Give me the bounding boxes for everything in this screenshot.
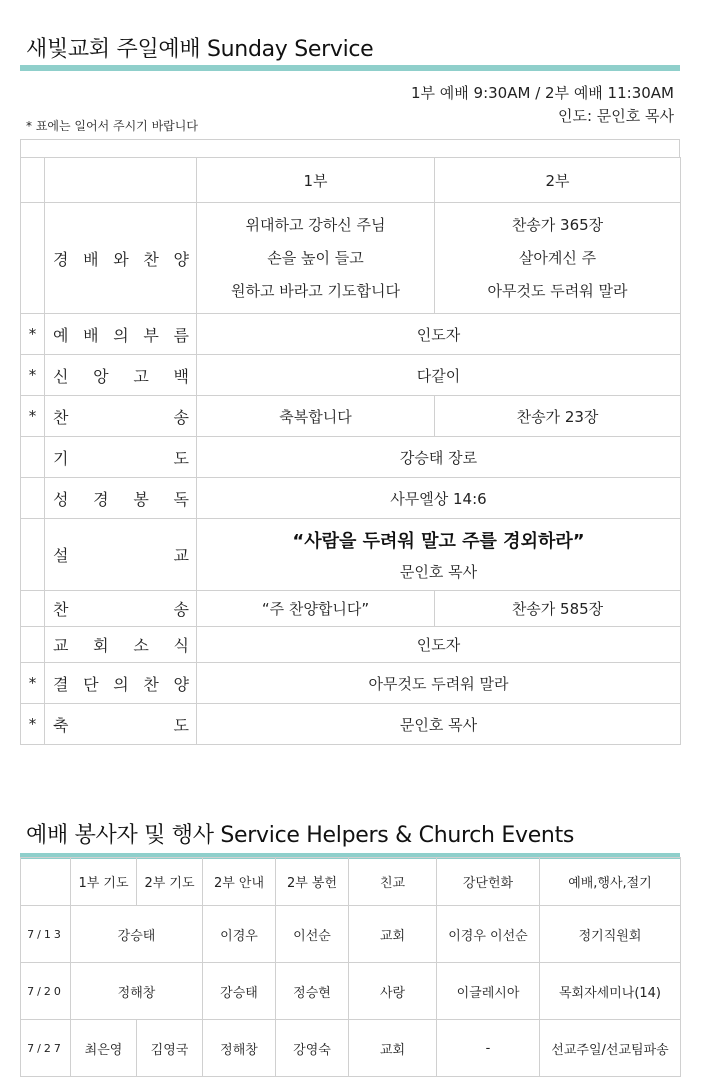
table-spacer-row (20, 139, 680, 158)
label-char: 신 (53, 366, 69, 386)
scripture-value: 사무엘상 14:6 (197, 478, 681, 519)
flowers-cell: - (437, 1020, 540, 1077)
row-label (45, 519, 197, 591)
label-char: 백 (173, 366, 189, 386)
praise-song: 손을 높이 들고 (267, 248, 364, 267)
prayer-cell: 정해창 (71, 963, 203, 1020)
standing-note: * 표에는 일어서 주시기 바랍니다 (26, 119, 198, 133)
date-cell: 7/13 (21, 906, 71, 963)
announcements-value: 인도자 (197, 627, 681, 663)
label-char: 고 (133, 366, 149, 386)
header-first-service: 1부 (197, 158, 435, 203)
row-announcements (21, 627, 681, 663)
guide-cell: 이경우 (203, 906, 276, 963)
row-label (45, 437, 197, 478)
standing-marker (21, 519, 45, 591)
row-label (45, 591, 197, 627)
standing-marker: * (21, 355, 45, 396)
hymn2-first-service: “주 찬양합니다” (197, 591, 435, 627)
standing-marker (21, 591, 45, 627)
offering-cell: 이선순 (276, 906, 349, 963)
hymn1-first-service: 축복합니다 (197, 396, 435, 437)
row-call-to-worship (21, 314, 681, 355)
date-cell: 7/20 (21, 963, 71, 1020)
header-cell: 예배,행사,절기 (540, 858, 681, 906)
helpers-table (20, 857, 681, 1077)
label-char: 도 (173, 715, 189, 735)
sermon-preacher: 문인호 목사 (399, 562, 478, 581)
row-label (45, 627, 197, 663)
label-char: 설 (53, 546, 69, 565)
row-commitment-song (21, 663, 681, 704)
event-cell: 정기직원회 (540, 906, 681, 963)
label-char: 축 (53, 715, 69, 735)
row-label (45, 355, 197, 396)
row-praise (21, 203, 681, 314)
standing-marker: * (21, 663, 45, 704)
table-header-row (21, 158, 681, 203)
row-hymn-2 (21, 591, 681, 627)
guide-cell: 강승태 (203, 963, 276, 1020)
label-char: 경 (93, 489, 109, 509)
header-cell: 친교 (349, 858, 437, 906)
label-char: 결 (53, 674, 69, 694)
header-cell: 강단헌화 (437, 858, 540, 906)
praise-song: 원하고 바라고 기도합니다 (231, 281, 400, 300)
praise-song: 위대하고 강하신 주님 (245, 215, 386, 234)
praise-song: 아무것도 두려워 말라 (487, 281, 628, 300)
service-order-table (20, 157, 681, 745)
offering-cell: 정승현 (276, 963, 349, 1020)
label-char: 기 (53, 448, 69, 468)
row-label (45, 478, 197, 519)
label-char: 부 (143, 325, 159, 345)
standing-marker: * (21, 314, 45, 355)
row-prayer (21, 437, 681, 478)
helpers-title: 예배 봉사자 및 행사 Service Helpers & Church Events (26, 823, 575, 848)
praise-second-service (435, 203, 681, 314)
standing-marker (21, 203, 45, 314)
label-char: 교 (53, 636, 69, 655)
label-char: 찬 (53, 407, 69, 427)
sermon-title: “사람을 두려워 말고 주를 경외하라” (292, 530, 585, 552)
table-row (21, 906, 681, 963)
hymn2-second-service: 찬송가 585장 (435, 591, 681, 627)
label-char: 송 (173, 407, 189, 427)
header-second-service: 2부 (435, 158, 681, 203)
table-row (21, 963, 681, 1020)
page-title: 새빛교회 주일예배 Sunday Service (26, 37, 374, 62)
label-char: 식 (173, 636, 189, 655)
label-char: 배 (83, 249, 99, 269)
row-sermon (21, 519, 681, 591)
offering-cell: 강영숙 (276, 1020, 349, 1077)
header-cell (21, 858, 71, 906)
row-creed (21, 355, 681, 396)
label-char: 예 (53, 325, 69, 345)
header-cell: 2부 안내 (203, 858, 276, 906)
label-char: 와 (113, 249, 129, 269)
label-char: 도 (173, 448, 189, 468)
header-cell: 2부 기도 (137, 858, 203, 906)
label-char: 앙 (93, 366, 109, 386)
label-char: 찬 (143, 249, 159, 269)
label-char: 의 (113, 674, 129, 694)
benediction-value: 문인호 목사 (197, 704, 681, 745)
row-label (45, 314, 197, 355)
header-star-cell (21, 158, 45, 203)
label-char: 송 (173, 600, 189, 619)
flowers-cell: 이글레시아 (437, 963, 540, 1020)
table-row (21, 1020, 681, 1077)
guide-cell: 정해창 (203, 1020, 276, 1077)
date-cell: 7/27 (21, 1020, 71, 1077)
title-divider (20, 65, 680, 71)
prayer-cell: 강승태 (71, 906, 203, 963)
label-char: 회 (93, 636, 109, 655)
hymn1-second-service: 찬송가 23장 (435, 396, 681, 437)
row-label (45, 704, 197, 745)
flowers-cell: 이경우 이선순 (437, 906, 540, 963)
prayer-value: 강승태 장로 (197, 437, 681, 478)
label-char: 교 (173, 546, 189, 565)
prayer1-cell: 최은영 (71, 1020, 137, 1077)
helpers-header-row (21, 858, 681, 906)
standing-marker: * (21, 704, 45, 745)
sermon-cell (197, 519, 681, 591)
label-char: 찬 (143, 674, 159, 694)
event-cell: 선교주일/선교팀파송 (540, 1020, 681, 1077)
call-value: 인도자 (197, 314, 681, 355)
row-label (45, 203, 197, 314)
label-char: 양 (173, 249, 189, 269)
label-char: 양 (173, 674, 189, 694)
row-label (45, 396, 197, 437)
label-char: 찬 (53, 600, 69, 619)
label-char: 배 (83, 325, 99, 345)
row-scripture (21, 478, 681, 519)
standing-marker: * (21, 396, 45, 437)
header-label-cell (45, 158, 197, 203)
header-cell: 2부 봉헌 (276, 858, 349, 906)
header-cell: 1부 기도 (71, 858, 137, 906)
row-benediction (21, 704, 681, 745)
standing-marker (21, 627, 45, 663)
commitment-value: 아무것도 두려워 말라 (197, 663, 681, 704)
service-leader: 인도: 문인호 목사 (557, 107, 674, 125)
fellowship-cell: 교회 (349, 906, 437, 963)
fellowship-cell: 교회 (349, 1020, 437, 1077)
standing-marker (21, 437, 45, 478)
standing-marker (21, 478, 45, 519)
praise-song: 살아계신 주 (518, 248, 597, 267)
prayer2-cell: 김영국 (137, 1020, 203, 1077)
praise-first-service (197, 203, 435, 314)
row-label (45, 663, 197, 704)
label-char: 경 (53, 249, 69, 269)
label-char: 소 (133, 636, 149, 655)
row-hymn-1 (21, 396, 681, 437)
service-times: 1부 예배 9:30AM / 2부 예배 11:30AM (410, 84, 674, 102)
creed-value: 다같이 (197, 355, 681, 396)
label-char: 성 (53, 489, 69, 509)
label-char: 름 (173, 325, 189, 345)
praise-song: 찬송가 365장 (511, 215, 604, 234)
label-char: 의 (113, 325, 129, 345)
label-char: 독 (173, 489, 189, 509)
label-char: 봉 (133, 489, 149, 509)
label-char: 단 (83, 674, 99, 694)
event-cell: 목회자세미나(14) (540, 963, 681, 1020)
fellowship-cell: 사랑 (349, 963, 437, 1020)
